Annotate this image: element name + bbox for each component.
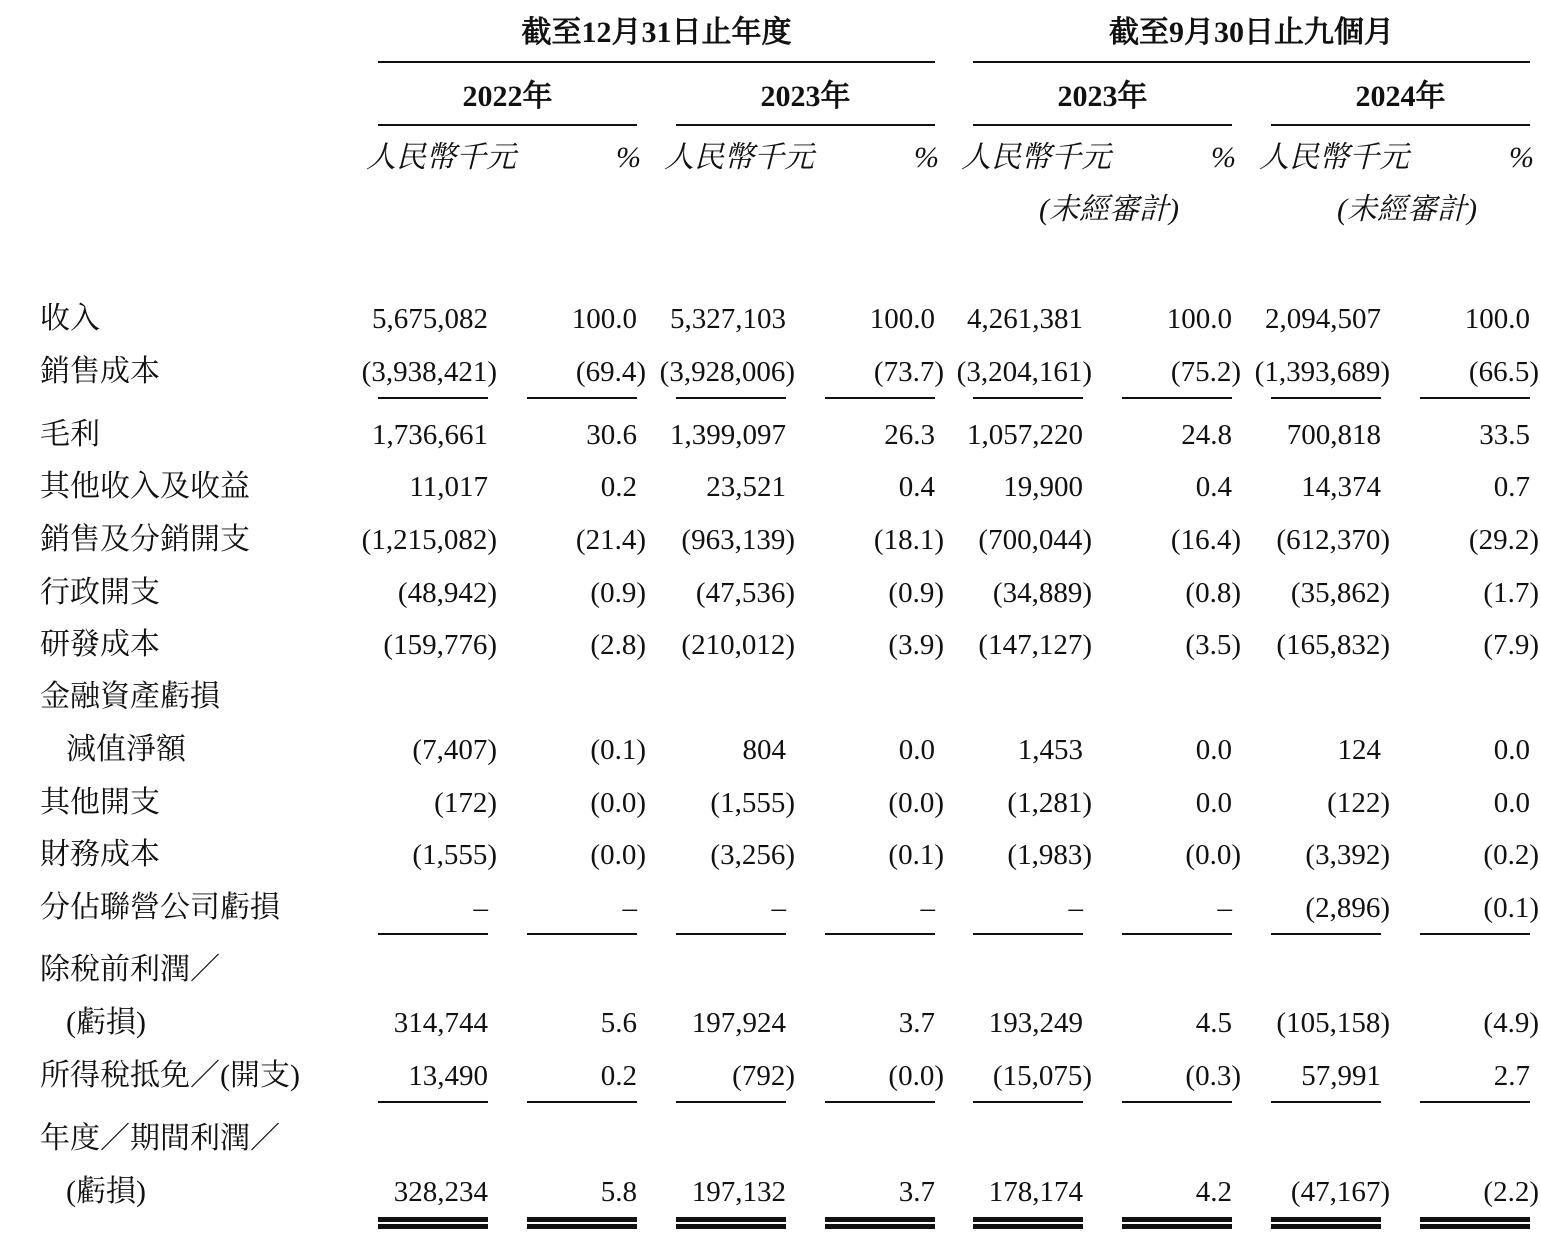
table-cell: 13,490: [408, 1060, 488, 1092]
unaudited-label: (未經審計): [1039, 193, 1179, 226]
table-cell: 0.4: [1195, 471, 1232, 503]
table-cell: (612,370): [1276, 524, 1390, 556]
subtotal-rule: [378, 397, 488, 399]
table-cell: (48,942): [397, 577, 497, 609]
table-cell: (35,862): [1290, 577, 1390, 609]
table-cell: 700,818: [1286, 419, 1381, 451]
table-cell: (73.7): [873, 356, 944, 388]
table-cell: (1,393,689): [1254, 356, 1390, 388]
table-cell: –: [473, 892, 488, 924]
table-cell: (1,555): [710, 787, 795, 819]
table-cell: (1,983): [1007, 839, 1092, 871]
table-cell: 193,249: [988, 1007, 1083, 1039]
table-cell: 5,675,082: [372, 303, 488, 335]
period-header-rule: [973, 61, 1530, 63]
subtotal-rule: [973, 1101, 1083, 1103]
table-cell: (15,075): [992, 1060, 1092, 1092]
table-cell: 1,736,661: [372, 419, 488, 451]
table-cell: 0.7: [1493, 471, 1530, 503]
table-cell: (7,407): [412, 734, 497, 766]
row-label: 所得稅抵免／(開支): [40, 1059, 300, 1092]
table-cell: (122): [1327, 787, 1390, 819]
row-label-continued: 減值淨額: [66, 733, 186, 766]
table-cell: (0.0): [888, 787, 944, 819]
year-header-rule: [676, 124, 935, 126]
table-cell: –: [1068, 892, 1083, 924]
table-cell: (147,127): [978, 629, 1092, 661]
table-cell: (0.0): [590, 787, 646, 819]
table-cell: 2.7: [1493, 1060, 1530, 1092]
table-cell: (3.5): [1185, 629, 1241, 661]
subtotal-rule: [676, 933, 786, 935]
table-cell: (0.2): [1483, 839, 1539, 871]
table-cell: (34,889): [992, 577, 1092, 609]
subtotal-rule: [378, 1101, 488, 1103]
percent-label: %: [914, 141, 939, 174]
table-cell: (2.8): [590, 629, 646, 661]
subtotal-rule: [1122, 1101, 1232, 1103]
subtotal-rule: [1271, 397, 1381, 399]
table-cell: 14,374: [1301, 471, 1381, 503]
table-cell: (4.9): [1483, 1007, 1539, 1039]
table-cell: –: [622, 892, 637, 924]
subtotal-rule: [1122, 397, 1232, 399]
table-cell: 1,399,097: [670, 419, 786, 451]
table-cell: 24.8: [1181, 419, 1232, 451]
total-double-rule: [825, 1217, 935, 1229]
percent-label: %: [1509, 141, 1534, 174]
table-cell: 4,261,381: [967, 303, 1083, 335]
table-cell: (0.9): [888, 577, 944, 609]
table-cell: 100.0: [571, 303, 637, 335]
table-cell: (21.4): [575, 524, 646, 556]
table-cell: 1,057,220: [967, 419, 1083, 451]
table-cell: 33.5: [1479, 419, 1530, 451]
subtotal-rule: [676, 397, 786, 399]
table-cell: 3.7: [898, 1007, 935, 1039]
total-double-rule: [1420, 1217, 1530, 1229]
table-cell: 804: [742, 734, 786, 766]
table-cell: (172): [434, 787, 497, 819]
table-cell: 26.3: [884, 419, 935, 451]
table-cell: 30.6: [586, 419, 637, 451]
period-header-rule: [378, 61, 935, 63]
period-header: 截至12月31日止年度: [521, 16, 792, 49]
row-label: 毛利: [40, 418, 100, 451]
table-cell: 0.2: [600, 1060, 637, 1092]
subtotal-rule: [825, 933, 935, 935]
table-cell: (210,012): [681, 629, 795, 661]
subtotal-rule: [1420, 397, 1530, 399]
row-label: 銷售成本: [40, 355, 160, 388]
table-cell: 5.6: [600, 1007, 637, 1039]
subtotal-rule: [825, 397, 935, 399]
table-cell: 5,327,103: [670, 303, 786, 335]
table-cell: (963,139): [681, 524, 795, 556]
table-cell: (7.9): [1483, 629, 1539, 661]
subtotal-rule: [378, 933, 488, 935]
table-cell: 4.2: [1195, 1176, 1232, 1208]
row-label: 金融資產虧損: [40, 680, 220, 713]
table-cell: 23,521: [706, 471, 786, 503]
table-cell: 3.7: [898, 1176, 935, 1208]
subtotal-rule: [1420, 1101, 1530, 1103]
year-header-rule: [973, 124, 1232, 126]
table-cell: –: [920, 892, 935, 924]
total-double-rule: [527, 1217, 637, 1229]
table-cell: (16.4): [1170, 524, 1241, 556]
table-cell: (3,392): [1305, 839, 1390, 871]
year-header: 2024年: [1355, 80, 1446, 113]
row-label: 銷售及分銷開支: [40, 523, 250, 556]
subtotal-rule: [527, 397, 637, 399]
table-cell: 100.0: [1166, 303, 1232, 335]
table-cell: (0.1): [590, 734, 646, 766]
table-cell: (18.1): [873, 524, 944, 556]
row-label: 其他收入及收益: [40, 470, 250, 503]
subtotal-rule: [527, 1101, 637, 1103]
table-cell: (0.0): [1185, 839, 1241, 871]
table-cell: 2,094,507: [1265, 303, 1381, 335]
row-label: 分佔聯營公司虧損: [40, 891, 280, 924]
table-cell: 197,132: [691, 1176, 786, 1208]
subtotal-rule: [676, 1101, 786, 1103]
table-cell: (3.9): [888, 629, 944, 661]
table-cell: (0.1): [888, 839, 944, 871]
table-cell: (105,158): [1276, 1007, 1390, 1039]
percent-label: %: [616, 141, 641, 174]
table-cell: 1,453: [1017, 734, 1083, 766]
table-cell: 197,924: [691, 1007, 786, 1039]
row-label-continued: (虧損): [66, 1175, 146, 1208]
table-cell: (0.9): [590, 577, 646, 609]
table-cell: 314,744: [393, 1007, 488, 1039]
subtotal-rule: [973, 397, 1083, 399]
table-cell: (3,928,006): [659, 356, 795, 388]
row-label: 收入: [40, 302, 100, 335]
table-cell: 0.4: [898, 471, 935, 503]
table-cell: 0.0: [898, 734, 935, 766]
total-double-rule: [378, 1217, 488, 1229]
table-cell: (3,204,161): [956, 356, 1092, 388]
subtotal-rule: [1271, 1101, 1381, 1103]
table-cell: 328,234: [393, 1176, 488, 1208]
table-cell: (2,896): [1305, 892, 1390, 924]
table-cell: 100.0: [869, 303, 935, 335]
percent-label: %: [1211, 141, 1236, 174]
total-double-rule: [973, 1217, 1083, 1229]
row-label: 年度／期間利潤／: [40, 1122, 280, 1155]
table-cell: (792): [732, 1060, 795, 1092]
table-cell: 4.5: [1195, 1007, 1232, 1039]
table-cell: 5.8: [600, 1176, 637, 1208]
table-cell: 57,991: [1301, 1060, 1381, 1092]
table-cell: (1,555): [412, 839, 497, 871]
year-header: 2022年: [462, 80, 553, 113]
table-cell: (47,536): [695, 577, 795, 609]
total-double-rule: [1271, 1217, 1381, 1229]
total-double-rule: [676, 1217, 786, 1229]
table-cell: (3,256): [710, 839, 795, 871]
table-cell: (0.1): [1483, 892, 1539, 924]
row-label: 財務成本: [40, 838, 160, 871]
subtotal-rule: [527, 933, 637, 935]
row-label: 研發成本: [40, 628, 160, 661]
table-cell: –: [771, 892, 786, 924]
table-cell: (700,044): [978, 524, 1092, 556]
unit-label: 人民幣千元: [1259, 141, 1409, 174]
table-cell: 11,017: [409, 471, 488, 503]
table-cell: (159,776): [383, 629, 497, 661]
table-cell: 0.0: [1195, 734, 1232, 766]
year-header-rule: [1271, 124, 1530, 126]
table-cell: (69.4): [575, 356, 646, 388]
year-header: 2023年: [760, 80, 851, 113]
table-cell: (0.8): [1185, 577, 1241, 609]
subtotal-rule: [1271, 933, 1381, 935]
subtotal-rule: [1122, 933, 1232, 935]
row-label: 其他開支: [40, 786, 160, 819]
table-cell: (165,832): [1276, 629, 1390, 661]
unit-label: 人民幣千元: [664, 141, 814, 174]
table-cell: (0.3): [1185, 1060, 1241, 1092]
table-cell: 19,900: [1003, 471, 1083, 503]
unit-label: 人民幣千元: [366, 141, 516, 174]
table-cell: (0.0): [590, 839, 646, 871]
unaudited-label: (未經審計): [1337, 193, 1477, 226]
row-label: 行政開支: [40, 576, 160, 609]
table-cell: –: [1217, 892, 1232, 924]
table-cell: (0.0): [888, 1060, 944, 1092]
row-label: 除稅前利潤／: [40, 953, 220, 986]
subtotal-rule: [973, 933, 1083, 935]
table-cell: 100.0: [1464, 303, 1530, 335]
table-cell: (75.2): [1170, 356, 1241, 388]
table-cell: 0.0: [1195, 787, 1232, 819]
table-cell: (2.2): [1483, 1176, 1539, 1208]
table-cell: (47,167): [1290, 1176, 1390, 1208]
table-cell: (66.5): [1468, 356, 1539, 388]
table-cell: (1,281): [1007, 787, 1092, 819]
row-label-continued: (虧損): [66, 1006, 146, 1039]
table-cell: 178,174: [988, 1176, 1083, 1208]
subtotal-rule: [825, 1101, 935, 1103]
year-header: 2023年: [1057, 80, 1148, 113]
table-cell: (1.7): [1483, 577, 1539, 609]
year-header-rule: [378, 124, 637, 126]
table-cell: (1,215,082): [361, 524, 497, 556]
subtotal-rule: [1420, 933, 1530, 935]
total-double-rule: [1122, 1217, 1232, 1229]
table-cell: (3,938,421): [361, 356, 497, 388]
table-cell: 0.2: [600, 471, 637, 503]
table-cell: (29.2): [1468, 524, 1539, 556]
table-cell: 0.0: [1493, 787, 1530, 819]
period-header: 截至9月30日止九個月: [1109, 16, 1394, 49]
table-cell: 0.0: [1493, 734, 1530, 766]
table-cell: 124: [1337, 734, 1381, 766]
unit-label: 人民幣千元: [961, 141, 1111, 174]
